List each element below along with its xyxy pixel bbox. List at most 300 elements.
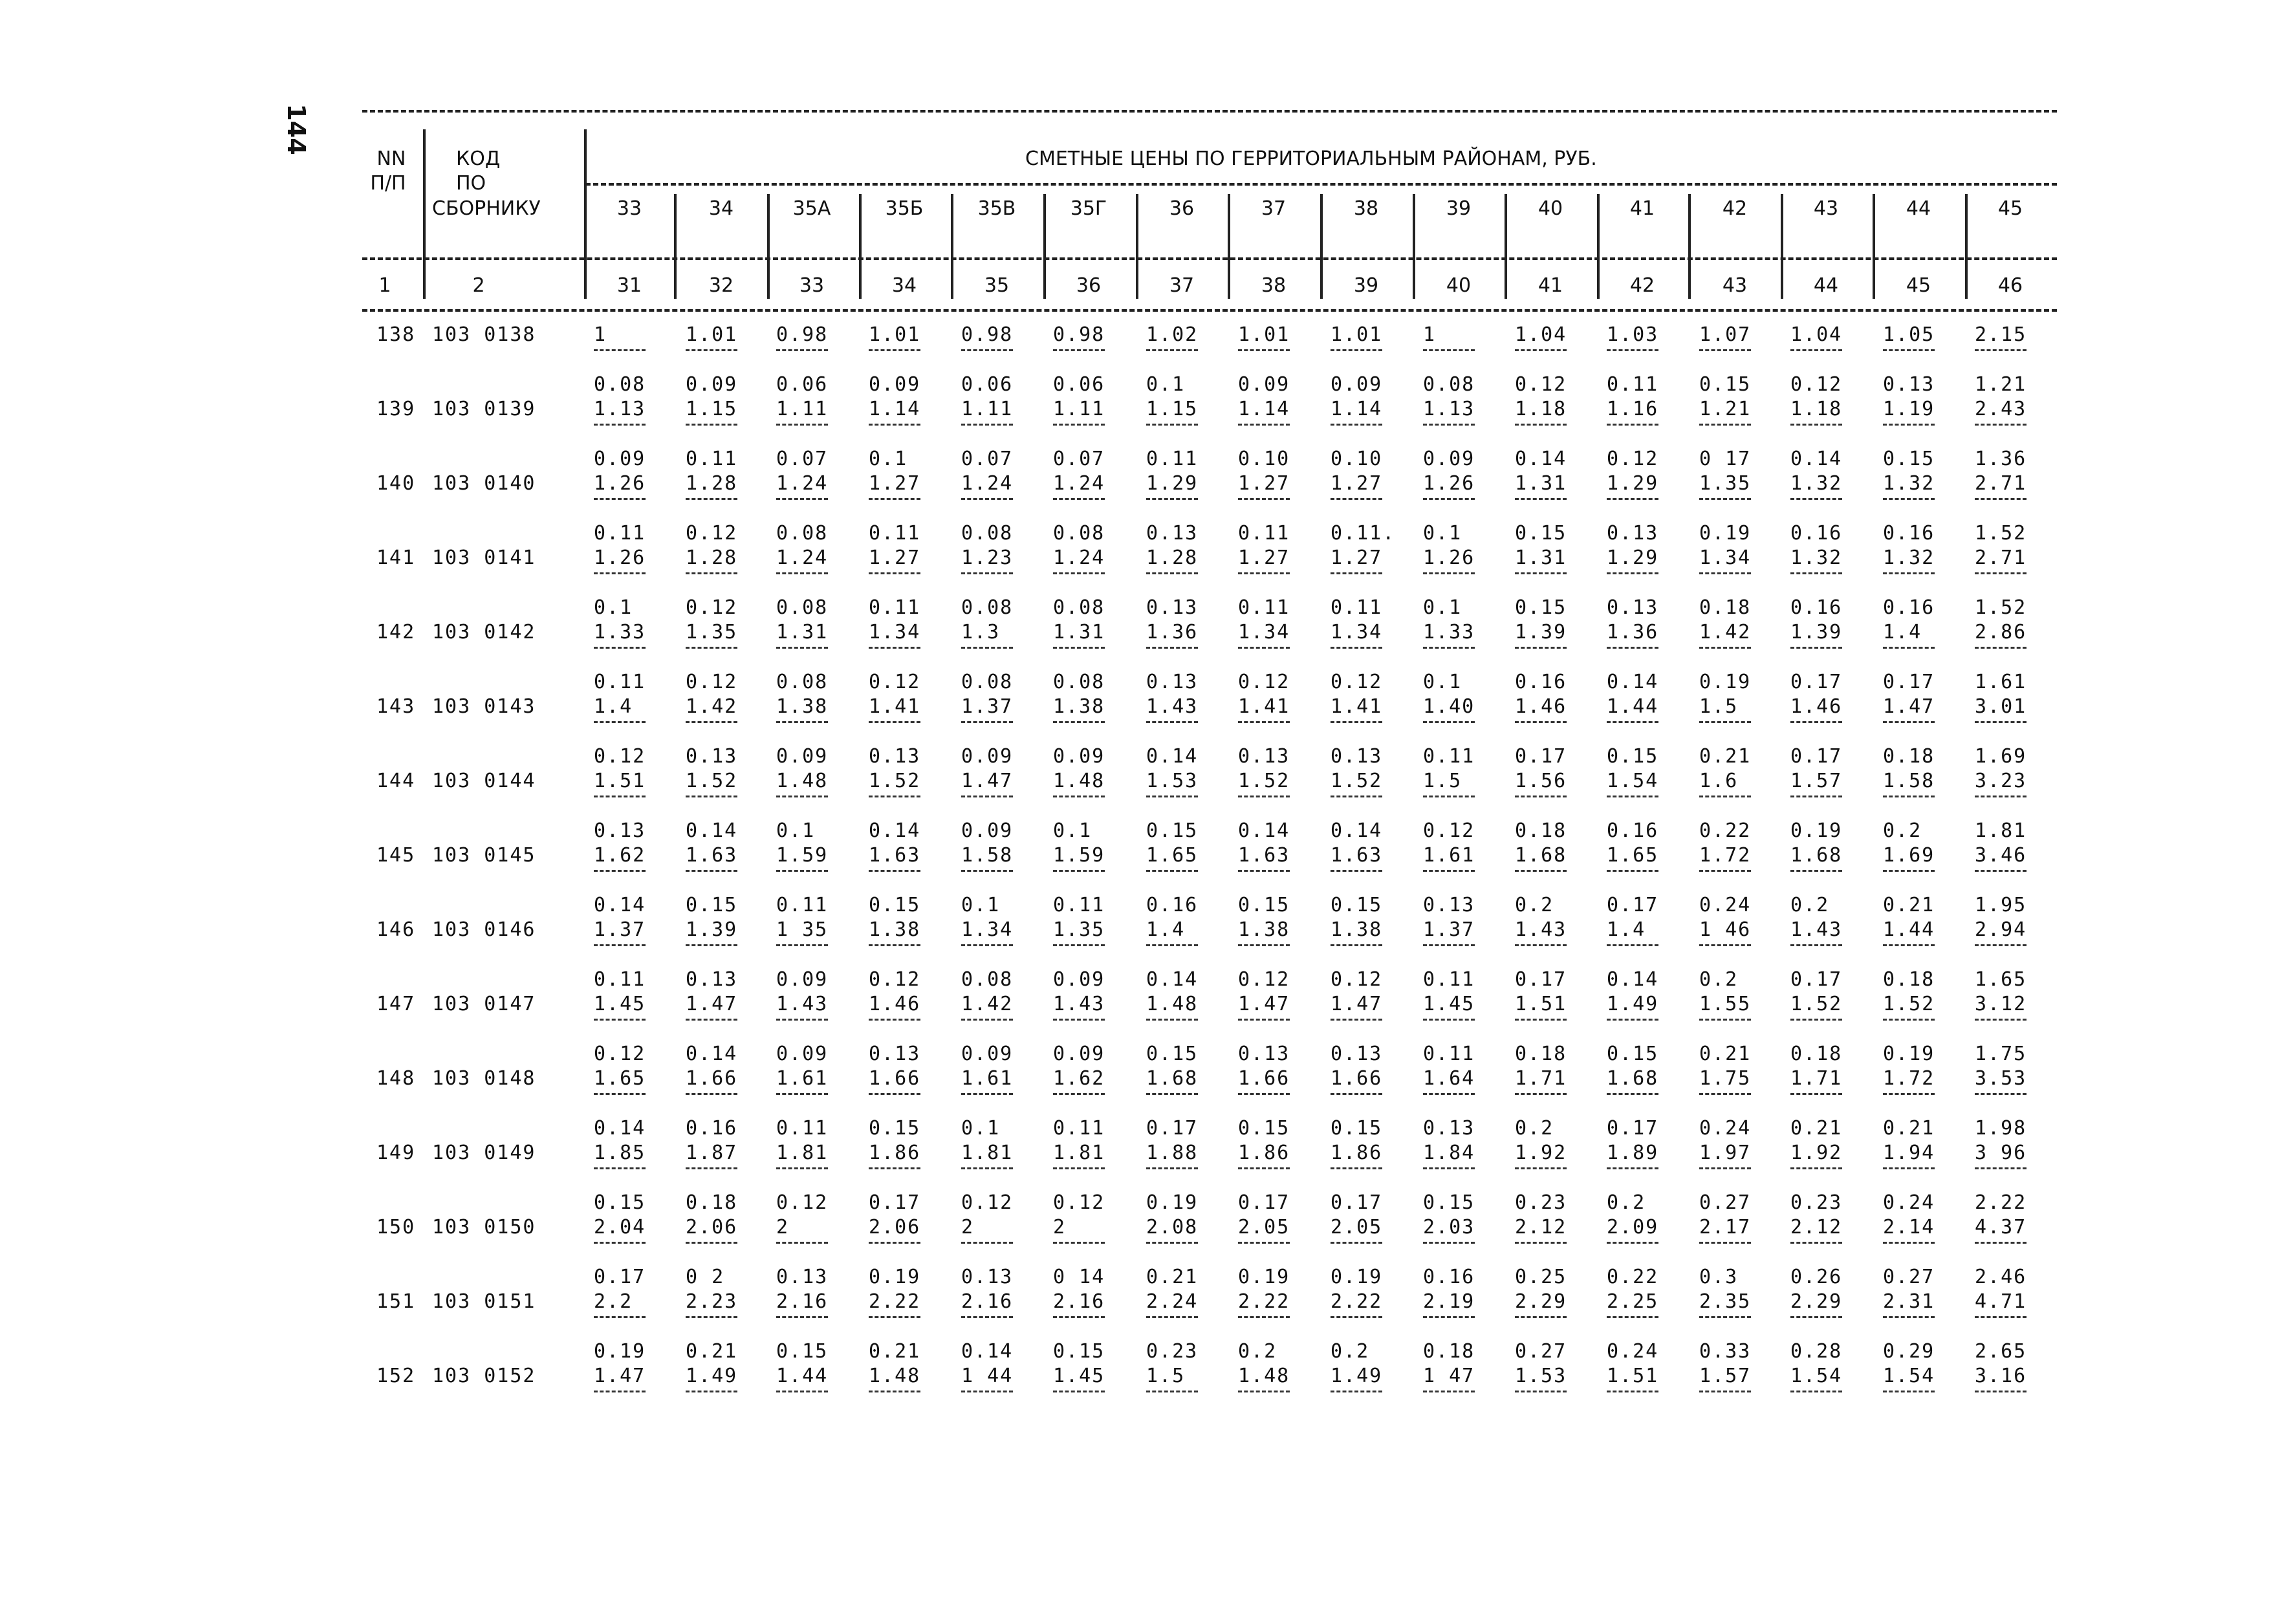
fraction-divider bbox=[1515, 870, 1567, 872]
price-cell-top: 1.27 bbox=[1331, 472, 1383, 495]
price-cell-top: 2.86 bbox=[1975, 621, 2027, 644]
price-cell-top: 1.45 bbox=[1423, 993, 1475, 1015]
price-cell-top: 1.68 bbox=[1607, 1067, 1659, 1090]
price-cell-bottom: 0.27 bbox=[1699, 1191, 1752, 1214]
price-cell-top: 1.34 bbox=[961, 918, 1014, 941]
price-cell-top: 2.16 bbox=[961, 1290, 1014, 1313]
price-cell-bottom: 0.12 bbox=[594, 1043, 646, 1065]
fraction-divider bbox=[776, 796, 828, 797]
price-cell-bottom: 0.26 bbox=[1790, 1266, 1843, 1288]
price-cell-bottom: 0.12 bbox=[1515, 373, 1567, 396]
row-number: 138 bbox=[376, 323, 416, 346]
fraction-divider bbox=[1883, 796, 1935, 797]
fraction-divider bbox=[1331, 1093, 1382, 1095]
price-cell-bottom: 0.23 bbox=[1515, 1191, 1567, 1214]
fraction-divider bbox=[961, 349, 1013, 351]
row-code: 103 0144 bbox=[432, 770, 536, 792]
fraction-divider bbox=[869, 721, 920, 723]
price-cell-top: 1.66 bbox=[869, 1067, 921, 1090]
price-cell-top: 2.35 bbox=[1699, 1290, 1752, 1313]
price-cell-top: 1.56 bbox=[1515, 770, 1567, 792]
fraction-divider bbox=[1883, 498, 1935, 500]
price-cell-bottom: 1.52 bbox=[1975, 596, 2027, 619]
price-cell-top: 1.04 bbox=[1790, 323, 1843, 346]
price-cell-top: 1.29 bbox=[1607, 472, 1659, 495]
fraction-divider bbox=[1883, 1391, 1935, 1392]
fraction-divider bbox=[1607, 1316, 1658, 1318]
price-cell-top: 1.35 bbox=[1053, 918, 1105, 941]
price-cell-bottom: 0.2 bbox=[1790, 894, 1830, 916]
price-cell-top: 4.71 bbox=[1975, 1290, 2027, 1313]
fraction-divider bbox=[1515, 944, 1567, 946]
price-cell-top: 1.47 bbox=[1883, 695, 1935, 718]
price-cell-top: 1.86 bbox=[1238, 1142, 1290, 1164]
row-number: 142 bbox=[376, 621, 416, 644]
fraction-divider bbox=[1790, 647, 1842, 649]
price-cell-bottom: 0.33 bbox=[1699, 1340, 1752, 1363]
fraction-divider bbox=[869, 424, 920, 426]
price-cell-top: 1.3 bbox=[961, 621, 1001, 644]
fraction-divider bbox=[594, 796, 646, 797]
price-cell-bottom: 0.22 bbox=[1607, 1266, 1659, 1288]
price-cell-top: 1.36 bbox=[1146, 621, 1199, 644]
price-cell-bottom: 0.15 bbox=[1883, 448, 1935, 470]
price-cell-bottom: 0.12 bbox=[686, 522, 738, 545]
fraction-divider bbox=[1790, 1167, 1842, 1169]
region-code: 42 bbox=[1722, 197, 1748, 220]
price-cell-top: 1.43 bbox=[1515, 918, 1567, 941]
fraction-divider bbox=[1975, 796, 2027, 797]
price-cell-top: 2.23 bbox=[686, 1290, 738, 1313]
price-cell-top: 2.43 bbox=[1975, 398, 2027, 420]
fraction-divider bbox=[1607, 1167, 1658, 1169]
fraction-divider bbox=[1331, 1316, 1382, 1318]
region-column-divider bbox=[1136, 194, 1138, 299]
fraction-divider bbox=[1699, 424, 1751, 426]
price-cell-top: 1.32 bbox=[1883, 547, 1935, 569]
price-cell-bottom: 0.08 bbox=[776, 522, 829, 545]
fraction-divider bbox=[1146, 498, 1198, 500]
price-cell-top: 1.47 bbox=[686, 993, 738, 1015]
fraction-divider bbox=[1053, 498, 1105, 500]
price-cell-top: 1.39 bbox=[1790, 621, 1843, 644]
price-cell-bottom: 0.1 bbox=[594, 596, 633, 619]
price-cell-bottom: 1.81 bbox=[1975, 819, 2027, 842]
price-cell-bottom: 0.21 bbox=[686, 1340, 738, 1363]
price-cell-top: 2.22 bbox=[1331, 1290, 1383, 1313]
price-cell-top: 1.24 bbox=[1053, 472, 1105, 495]
price-cell-top: 1.42 bbox=[961, 993, 1014, 1015]
price-cell-top: 3.23 bbox=[1975, 770, 2027, 792]
region-code: 44 bbox=[1906, 197, 1931, 220]
price-cell-bottom: 0.08 bbox=[776, 671, 829, 693]
price-cell-top: 2.16 bbox=[1053, 1290, 1105, 1313]
column-number-2: 2 bbox=[472, 274, 485, 297]
fraction-divider bbox=[776, 572, 828, 574]
fraction-divider bbox=[1146, 1167, 1198, 1169]
price-cell-top: 2.29 bbox=[1790, 1290, 1843, 1313]
price-cell-top: 1.48 bbox=[1053, 770, 1105, 792]
fraction-divider bbox=[1699, 1093, 1751, 1095]
region-code: 35Б bbox=[885, 197, 924, 220]
price-cell-top: 2.12 bbox=[1790, 1216, 1843, 1239]
fraction-divider bbox=[961, 1391, 1013, 1392]
price-cell-bottom: 0.13 bbox=[1146, 522, 1199, 545]
price-cell-bottom: 0.12 bbox=[1238, 671, 1290, 693]
region-column-divider bbox=[767, 194, 770, 299]
price-cell-bottom: 0.13 bbox=[1146, 671, 1199, 693]
fraction-divider bbox=[1238, 572, 1290, 574]
price-cell-top: 2.22 bbox=[869, 1290, 921, 1313]
price-cell-top: 1.61 bbox=[776, 1067, 829, 1090]
price-cell-bottom: 0.11 bbox=[1423, 1043, 1475, 1065]
price-cell-top: 1.16 bbox=[1607, 398, 1659, 420]
price-cell-bottom: 0.18 bbox=[1515, 1043, 1567, 1065]
price-cell-top: 1.32 bbox=[1790, 472, 1843, 495]
price-cell-top: 1.45 bbox=[1053, 1365, 1105, 1387]
price-cell-top: 1.28 bbox=[686, 547, 738, 569]
price-cell-top: 1.85 bbox=[594, 1142, 646, 1164]
price-cell-top: 1.44 bbox=[1883, 918, 1935, 941]
row-code: 103 0143 bbox=[432, 695, 536, 718]
price-cell-bottom: 2.22 bbox=[1975, 1191, 2027, 1214]
price-cell-bottom: 0.12 bbox=[1607, 448, 1659, 470]
price-cell-bottom: 0.13 bbox=[1238, 1043, 1290, 1065]
price-cell-bottom: 0.23 bbox=[1146, 1340, 1199, 1363]
price-cell-bottom: 0.15 bbox=[1515, 522, 1567, 545]
price-cell-bottom: 0.11 bbox=[594, 671, 646, 693]
nn-code-divider bbox=[423, 129, 426, 299]
price-cell-bottom: 0.12 bbox=[686, 596, 738, 619]
price-cell-bottom: 0.12 bbox=[1331, 671, 1383, 693]
column-number: 33 bbox=[799, 274, 825, 297]
row-code: 103 0138 bbox=[432, 323, 536, 346]
price-cell-bottom: 0.09 bbox=[1053, 968, 1105, 991]
price-cell-bottom: 0.21 bbox=[1699, 1043, 1752, 1065]
price-cell-bottom: 0.12 bbox=[961, 1191, 1014, 1214]
region-column-divider bbox=[1781, 194, 1783, 299]
price-cell-top: 1.18 bbox=[1790, 398, 1843, 420]
price-cell-top: 2.22 bbox=[1238, 1290, 1290, 1313]
fraction-divider bbox=[961, 870, 1013, 872]
fraction-divider bbox=[686, 349, 737, 351]
price-cell-bottom: 0.19 bbox=[869, 1266, 921, 1288]
price-cell-bottom: 0.14 bbox=[594, 1117, 646, 1140]
pp-label: П/П bbox=[370, 172, 406, 195]
fraction-divider bbox=[1883, 424, 1935, 426]
price-cell-top: 1.6 bbox=[1699, 770, 1739, 792]
price-cell-bottom: 0.21 bbox=[869, 1340, 921, 1363]
fraction-divider bbox=[1331, 349, 1382, 351]
fraction-divider bbox=[869, 944, 920, 946]
fraction-divider bbox=[594, 1167, 646, 1169]
fraction-divider bbox=[1607, 870, 1658, 872]
row-code: 103 0141 bbox=[432, 547, 536, 569]
price-cell-top: 1.24 bbox=[776, 472, 829, 495]
region-code: 40 bbox=[1538, 197, 1563, 220]
price-cell-bottom: 0.11 bbox=[1238, 522, 1290, 545]
price-cell-bottom: 0.13 bbox=[1883, 373, 1935, 396]
price-cell-top: 1.42 bbox=[1699, 621, 1752, 644]
fraction-divider bbox=[1053, 572, 1105, 574]
fraction-divider bbox=[1515, 1019, 1567, 1021]
region-column-divider bbox=[859, 194, 862, 299]
nn-label: NN bbox=[376, 147, 406, 170]
price-cell-top: 2.71 bbox=[1975, 547, 2027, 569]
price-cell-bottom: 0.08 bbox=[961, 596, 1014, 619]
price-cell-bottom: 0.19 bbox=[594, 1340, 646, 1363]
price-cell-top: 1.48 bbox=[1238, 1365, 1290, 1387]
price-cell-top: 1.51 bbox=[1607, 1365, 1659, 1387]
fraction-divider bbox=[594, 1316, 646, 1318]
fraction-divider bbox=[1699, 349, 1751, 351]
fraction-divider bbox=[1053, 796, 1105, 797]
price-cell-top: 1.4 bbox=[1607, 918, 1646, 941]
fraction-divider bbox=[776, 870, 828, 872]
price-cell-bottom: 0.17 bbox=[1238, 1191, 1290, 1214]
region-column-divider bbox=[1228, 194, 1230, 299]
fraction-divider bbox=[776, 1316, 828, 1318]
price-cell-top: 2.15 bbox=[1975, 323, 2027, 346]
price-cell-bottom: 0.14 bbox=[686, 819, 738, 842]
price-cell-bottom: 0.07 bbox=[1053, 448, 1105, 470]
price-cell-bottom: 1.61 bbox=[1975, 671, 2027, 693]
row-code: 103 0140 bbox=[432, 472, 536, 495]
price-cell-bottom: 0.2 bbox=[1607, 1191, 1646, 1214]
kod-label: КОД bbox=[456, 147, 501, 170]
row-number: 139 bbox=[376, 398, 416, 420]
fraction-divider bbox=[1790, 1316, 1842, 1318]
fraction-divider bbox=[594, 572, 646, 574]
price-cell-bottom: 0.13 bbox=[961, 1266, 1014, 1288]
fraction-divider bbox=[594, 1019, 646, 1021]
fraction-divider bbox=[1238, 1093, 1290, 1095]
price-cell-bottom: 0.12 bbox=[869, 671, 921, 693]
price-cell-top: 0.98 bbox=[776, 323, 829, 346]
fraction-divider bbox=[1331, 944, 1382, 946]
fraction-divider bbox=[961, 1167, 1013, 1169]
price-cell-top: 2.14 bbox=[1883, 1216, 1935, 1239]
price-cell-top: 1.52 bbox=[1790, 993, 1843, 1015]
fraction-divider bbox=[1515, 572, 1567, 574]
price-cell-bottom: 0.19 bbox=[1331, 1266, 1383, 1288]
price-cell-top: 1.68 bbox=[1790, 844, 1843, 867]
price-cell-top: 1 bbox=[1423, 323, 1437, 346]
row-code: 103 0150 bbox=[432, 1216, 536, 1239]
price-cell-top: 1.59 bbox=[776, 844, 829, 867]
price-cell-bottom: 0.15 bbox=[1515, 596, 1567, 619]
region-column-divider bbox=[1965, 194, 1968, 299]
fraction-divider bbox=[1423, 647, 1475, 649]
fraction-divider bbox=[1607, 1242, 1658, 1244]
fraction-divider bbox=[869, 1093, 920, 1095]
price-cell-top: 1.19 bbox=[1883, 398, 1935, 420]
price-cell-bottom: 0.08 bbox=[1053, 671, 1105, 693]
price-cell-bottom: 0.11 bbox=[686, 448, 738, 470]
price-cell-bottom: 0.06 bbox=[961, 373, 1014, 396]
price-cell-bottom: 0.21 bbox=[1883, 894, 1935, 916]
fraction-divider bbox=[1607, 796, 1658, 797]
price-cell-bottom: 0.09 bbox=[594, 448, 646, 470]
fraction-divider bbox=[1699, 1019, 1751, 1021]
price-cell-top: 1.63 bbox=[686, 844, 738, 867]
fraction-divider bbox=[1238, 424, 1290, 426]
fraction-divider bbox=[1515, 1316, 1567, 1318]
price-cell-top: 1.33 bbox=[594, 621, 646, 644]
price-cell-top: 1.27 bbox=[1238, 472, 1290, 495]
fraction-divider bbox=[1238, 944, 1290, 946]
price-cell-bottom: 0.11 bbox=[776, 1117, 829, 1140]
fraction-divider bbox=[686, 1316, 737, 1318]
price-cell-top: 1.86 bbox=[869, 1142, 921, 1164]
fraction-divider bbox=[869, 1019, 920, 1021]
price-cell-top: 1.14 bbox=[1238, 398, 1290, 420]
price-cell-top: 1.13 bbox=[594, 398, 646, 420]
price-cell-bottom: 0.11 bbox=[1607, 373, 1659, 396]
fraction-divider bbox=[1238, 1019, 1290, 1021]
price-cell-top: 1.35 bbox=[686, 621, 738, 644]
price-cell-top: 1.65 bbox=[1146, 844, 1199, 867]
fraction-divider bbox=[776, 1242, 828, 1244]
fraction-divider bbox=[1423, 796, 1475, 797]
price-cell-bottom: 0.14 bbox=[594, 894, 646, 916]
fraction-divider bbox=[686, 1242, 737, 1244]
fraction-divider bbox=[869, 796, 920, 797]
price-cell-bottom: 0.13 bbox=[1607, 522, 1659, 545]
price-cell-top: 2.06 bbox=[686, 1216, 738, 1239]
price-cell-bottom: 0.08 bbox=[1053, 522, 1105, 545]
price-cell-bottom: 0.12 bbox=[1331, 968, 1383, 991]
price-cell-bottom: 0.14 bbox=[1515, 448, 1567, 470]
price-cell-top: 4.37 bbox=[1975, 1216, 2027, 1239]
fraction-divider bbox=[1699, 721, 1751, 723]
price-cell-bottom: 0.12 bbox=[1790, 373, 1843, 396]
price-cell-bottom: 0.13 bbox=[594, 819, 646, 842]
price-cell-top: 1.03 bbox=[1607, 323, 1659, 346]
price-cell-top: 1.57 bbox=[1790, 770, 1843, 792]
fraction-divider bbox=[1607, 721, 1658, 723]
price-cell-top: 1.5 bbox=[1423, 770, 1462, 792]
row-code: 103 0151 bbox=[432, 1290, 536, 1313]
price-cell-top: 1.89 bbox=[1607, 1142, 1659, 1164]
price-cell-bottom: 0.18 bbox=[1423, 1340, 1475, 1363]
fraction-divider bbox=[1883, 1167, 1935, 1169]
price-cell-bottom: 0.14 bbox=[1238, 819, 1290, 842]
price-cell-top: 1.46 bbox=[1515, 695, 1567, 718]
region-code: 34 bbox=[708, 197, 734, 220]
price-cell-bottom: 0.17 bbox=[1607, 1117, 1659, 1140]
fraction-divider bbox=[1331, 498, 1382, 500]
price-cell-bottom: 0.17 bbox=[1790, 968, 1843, 991]
price-cell-bottom: 0.14 bbox=[1790, 448, 1843, 470]
price-cell-top: 1.02 bbox=[1146, 323, 1199, 346]
price-cell-bottom: 0.15 bbox=[1607, 1043, 1659, 1065]
price-cell-top: 1.81 bbox=[776, 1142, 829, 1164]
price-cell-bottom: 0.1 bbox=[961, 894, 1001, 916]
price-cell-bottom: 0.19 bbox=[1790, 819, 1843, 842]
price-cell-bottom: 0.21 bbox=[1699, 745, 1752, 768]
price-cell-bottom: 0.09 bbox=[961, 819, 1014, 842]
price-cell-top: 2.05 bbox=[1331, 1216, 1383, 1239]
price-cell-top: 1.54 bbox=[1883, 1365, 1935, 1387]
fraction-divider bbox=[1423, 1167, 1475, 1169]
fraction-divider bbox=[1238, 1167, 1290, 1169]
price-cell-top: 1.43 bbox=[1790, 918, 1843, 941]
row-number: 150 bbox=[376, 1216, 416, 1239]
fraction-divider bbox=[1238, 1316, 1290, 1318]
price-cell-bottom: 0.09 bbox=[776, 968, 829, 991]
price-cell-top: 1.5 bbox=[1146, 1365, 1186, 1387]
row-number: 146 bbox=[376, 918, 416, 941]
fraction-divider bbox=[1146, 1391, 1198, 1392]
fraction-divider bbox=[869, 1167, 920, 1169]
region-column-divider bbox=[1043, 194, 1046, 299]
price-cell-top: 2.08 bbox=[1146, 1216, 1199, 1239]
group-title: СМЕТНЫЕ ЦЕНЫ ПО ГЕРРИТОРИАЛЬНЫМ РАЙОНАМ, РУБ. bbox=[1025, 147, 1597, 170]
price-cell-top: 1.52 bbox=[1331, 770, 1383, 792]
price-cell-bottom: 0.18 bbox=[1883, 968, 1935, 991]
region-code: 37 bbox=[1261, 197, 1287, 220]
fraction-divider bbox=[1607, 647, 1658, 649]
fraction-divider bbox=[776, 1093, 828, 1095]
price-cell-top: 2.05 bbox=[1238, 1216, 1290, 1239]
fraction-divider bbox=[1699, 1242, 1751, 1244]
fraction-divider bbox=[961, 944, 1013, 946]
row-code: 103 0152 bbox=[432, 1365, 536, 1387]
fraction-divider bbox=[1146, 424, 1198, 426]
price-cell-top: 2.31 bbox=[1883, 1290, 1935, 1313]
column-number: 41 bbox=[1538, 274, 1563, 297]
price-cell-top: 1.31 bbox=[776, 621, 829, 644]
price-cell-top: 1.18 bbox=[1515, 398, 1567, 420]
price-cell-top: 1.51 bbox=[594, 770, 646, 792]
fraction-divider bbox=[1331, 721, 1382, 723]
price-cell-top: 1.54 bbox=[1790, 1365, 1843, 1387]
row-number: 144 bbox=[376, 770, 416, 792]
price-cell-bottom: 0.08 bbox=[594, 373, 646, 396]
fraction-divider bbox=[594, 498, 646, 500]
price-cell-top: 1.31 bbox=[1053, 621, 1105, 644]
row-code: 103 0149 bbox=[432, 1142, 536, 1164]
fraction-divider bbox=[594, 870, 646, 872]
price-cell-bottom: 0.09 bbox=[686, 373, 738, 396]
price-cell-bottom: 0.17 bbox=[1515, 968, 1567, 991]
price-cell-top: 1.28 bbox=[686, 472, 738, 495]
price-cell-bottom: 0.11. bbox=[1331, 522, 1396, 545]
fraction-divider bbox=[1238, 796, 1290, 797]
fraction-divider bbox=[1790, 796, 1842, 797]
row-number: 140 bbox=[376, 472, 416, 495]
price-cell-top: 1.47 bbox=[1238, 993, 1290, 1015]
price-cell-bottom: 0.17 bbox=[1790, 671, 1843, 693]
fraction-divider bbox=[869, 349, 920, 351]
price-cell-top: 1.4 bbox=[594, 695, 633, 718]
price-cell-top: 1.71 bbox=[1790, 1067, 1843, 1090]
fraction-divider bbox=[594, 944, 646, 946]
price-cell-bottom: 0.13 bbox=[1146, 596, 1199, 619]
price-cell-top: 1.14 bbox=[869, 398, 921, 420]
price-cell-top: 1.58 bbox=[1883, 770, 1935, 792]
fraction-divider bbox=[1515, 721, 1567, 723]
fraction-divider bbox=[1331, 647, 1382, 649]
price-cell-top: 1.66 bbox=[686, 1067, 738, 1090]
price-cell-bottom: 0.15 bbox=[1146, 1043, 1199, 1065]
price-cell-top: 2.04 bbox=[594, 1216, 646, 1239]
fraction-divider bbox=[1607, 1391, 1658, 1392]
price-cell-top: 1.37 bbox=[594, 918, 646, 941]
price-cell-bottom: 0.17 bbox=[869, 1191, 921, 1214]
price-cell-top: 1.01 bbox=[686, 323, 738, 346]
